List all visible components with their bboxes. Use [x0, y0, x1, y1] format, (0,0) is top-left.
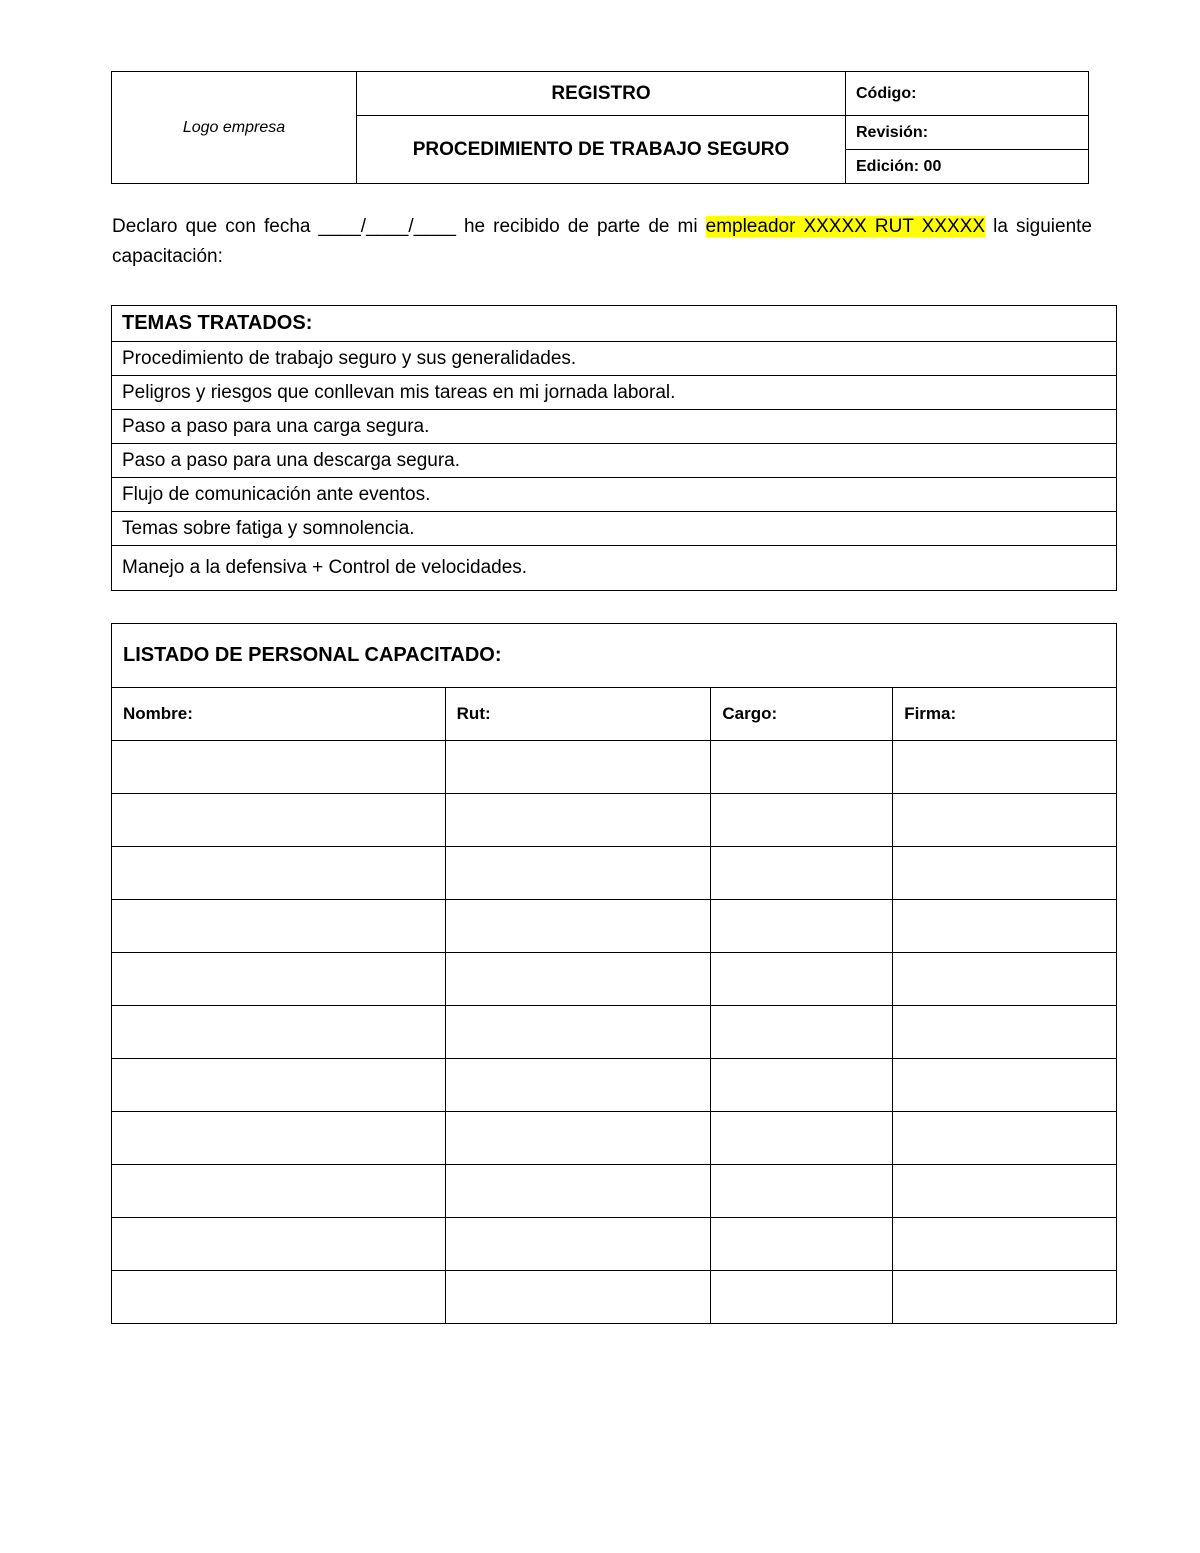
- document-type: REGISTRO: [357, 72, 846, 116]
- topics-title: TEMAS TRATADOS:: [112, 306, 1117, 342]
- table-row: [112, 900, 1117, 953]
- table-row: [112, 794, 1117, 847]
- logo-placeholder: Logo empresa: [112, 72, 357, 184]
- name-cell[interactable]: [112, 1006, 446, 1059]
- table-row: [112, 953, 1117, 1006]
- table-row: [112, 1271, 1117, 1324]
- position-cell[interactable]: [711, 1059, 893, 1112]
- name-cell[interactable]: [112, 1218, 446, 1271]
- table-row: [112, 1165, 1117, 1218]
- edition-field: Edición: 00: [846, 150, 1089, 184]
- name-cell[interactable]: [112, 1059, 446, 1112]
- table-row: [112, 1112, 1117, 1165]
- position-cell[interactable]: [711, 1218, 893, 1271]
- declaration-text-after: la siguiente capacitación:: [112, 216, 1092, 267]
- personnel-table: [111, 623, 1117, 1324]
- rut-cell[interactable]: [445, 1165, 711, 1218]
- revision-field: Revisión:: [846, 116, 1089, 150]
- position-cell[interactable]: [711, 1006, 893, 1059]
- signature-cell[interactable]: [893, 953, 1117, 1006]
- table-row: [112, 847, 1117, 900]
- position-cell[interactable]: [711, 794, 893, 847]
- code-field: Código:: [846, 72, 1089, 116]
- column-header-name: Nombre:: [112, 688, 446, 741]
- rut-cell[interactable]: [445, 847, 711, 900]
- rut-cell[interactable]: [445, 1059, 711, 1112]
- signature-cell[interactable]: [893, 1112, 1117, 1165]
- declaration-text-before: Declaro que con fecha ____/____/____ he recibido de parte de mi: [112, 216, 706, 237]
- name-cell[interactable]: [112, 1112, 446, 1165]
- rut-cell[interactable]: [445, 900, 711, 953]
- document-title: PROCEDIMIENTO DE TRABAJO SEGURO: [357, 116, 846, 184]
- topic-item: Temas sobre fatiga y somnolencia.: [112, 512, 1117, 546]
- rut-cell[interactable]: [445, 794, 711, 847]
- topic-item: Procedimiento de trabajo seguro y sus generalidades.: [112, 342, 1117, 376]
- topic-item: Flujo de comunicación ante eventos.: [112, 478, 1117, 512]
- personnel-rows: [112, 741, 1117, 1324]
- topic-item: Paso a paso para una carga segura.: [112, 410, 1117, 444]
- signature-cell[interactable]: [893, 1059, 1117, 1112]
- table-row: [112, 1059, 1117, 1112]
- position-cell[interactable]: [711, 953, 893, 1006]
- topics-table: [111, 305, 1117, 591]
- position-cell[interactable]: [711, 741, 893, 794]
- topic-item: Manejo a la defensiva + Control de velocidades.: [112, 546, 1117, 591]
- topic-item: Peligros y riesgos que conllevan mis tareas en mi jornada laboral.: [112, 376, 1117, 410]
- rut-cell[interactable]: [445, 1006, 711, 1059]
- personnel-title: LISTADO DE PERSONAL CAPACITADO:: [112, 624, 1117, 688]
- signature-cell[interactable]: [893, 847, 1117, 900]
- name-cell[interactable]: [112, 1271, 446, 1324]
- rut-cell[interactable]: [445, 1112, 711, 1165]
- rut-cell[interactable]: [445, 741, 711, 794]
- signature-cell[interactable]: [893, 1271, 1117, 1324]
- signature-cell[interactable]: [893, 1006, 1117, 1059]
- table-row: [112, 1006, 1117, 1059]
- position-cell[interactable]: [711, 1165, 893, 1218]
- position-cell[interactable]: [711, 1271, 893, 1324]
- signature-cell[interactable]: [893, 1165, 1117, 1218]
- rut-cell[interactable]: [445, 953, 711, 1006]
- column-header-rut: Rut:: [445, 688, 711, 741]
- column-header-signature: Firma:: [893, 688, 1117, 741]
- signature-cell[interactable]: [893, 741, 1117, 794]
- name-cell[interactable]: [112, 1165, 446, 1218]
- table-row: [112, 741, 1117, 794]
- column-header-position: Cargo:: [711, 688, 893, 741]
- position-cell[interactable]: [711, 847, 893, 900]
- name-cell[interactable]: [112, 900, 446, 953]
- name-cell[interactable]: [112, 953, 446, 1006]
- topic-item: Paso a paso para una descarga segura.: [112, 444, 1117, 478]
- position-cell[interactable]: [711, 1112, 893, 1165]
- rut-cell[interactable]: [445, 1218, 711, 1271]
- signature-cell[interactable]: [893, 1218, 1117, 1271]
- employer-highlight: empleador XXXXX RUT XXXXX: [705, 216, 986, 237]
- declaration-paragraph: [112, 212, 1092, 272]
- name-cell[interactable]: [112, 794, 446, 847]
- name-cell[interactable]: [112, 847, 446, 900]
- signature-cell[interactable]: [893, 900, 1117, 953]
- position-cell[interactable]: [711, 900, 893, 953]
- table-row: [112, 1218, 1117, 1271]
- name-cell[interactable]: [112, 741, 446, 794]
- document-header: [111, 71, 1089, 184]
- rut-cell[interactable]: [445, 1271, 711, 1324]
- signature-cell[interactable]: [893, 794, 1117, 847]
